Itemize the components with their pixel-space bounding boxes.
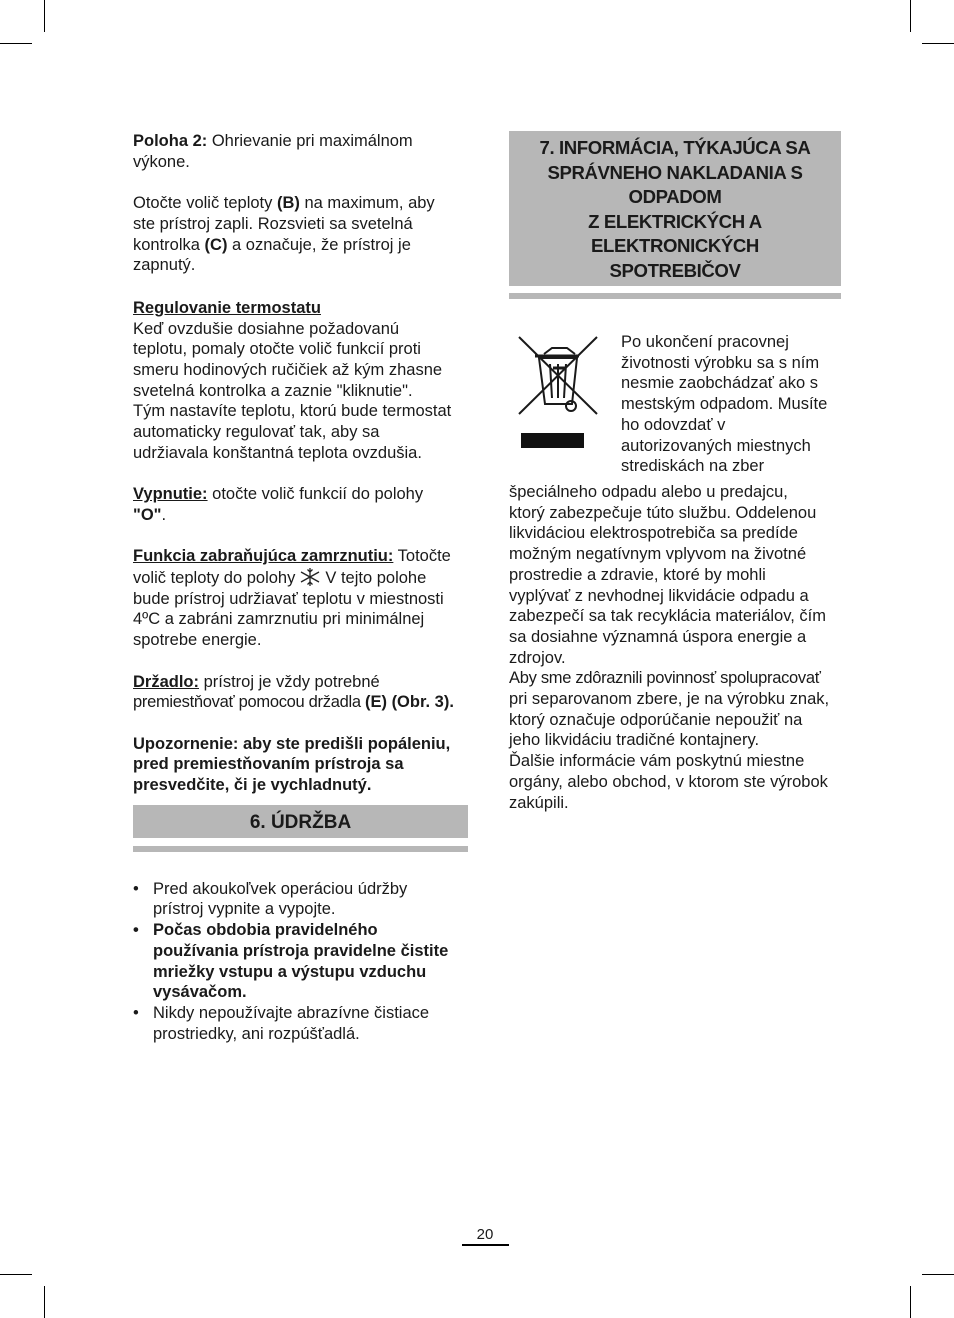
text: kontrolka bbox=[133, 235, 205, 254]
text: prístroj vypnite a vypojte. bbox=[153, 900, 336, 919]
crop-mark bbox=[922, 1274, 954, 1275]
page-number-rule bbox=[462, 1244, 509, 1246]
text: presvedčite, či je vychladnutý. bbox=[133, 776, 372, 795]
dial-paragraph bbox=[133, 193, 468, 276]
list-item bbox=[133, 879, 468, 920]
left-column bbox=[133, 131, 468, 1044]
text: mestským odpadom. Musíte bbox=[621, 395, 828, 414]
weee-figure bbox=[509, 332, 621, 482]
text: pred premiestňovaním prístroja sa bbox=[133, 755, 404, 774]
off-section bbox=[133, 484, 468, 525]
section-6-heading bbox=[133, 805, 468, 838]
snowflake-icon bbox=[299, 567, 321, 587]
text: nesmie zaobchádzať ako s bbox=[621, 374, 818, 393]
text: a označuje, že prístroj je bbox=[227, 235, 411, 254]
text: vysávačom. bbox=[153, 983, 247, 1002]
text: možným negatívnym vplyvom na životné bbox=[509, 545, 807, 564]
crop-mark bbox=[0, 43, 32, 44]
text: spotrebe energie. bbox=[133, 631, 262, 650]
crop-mark bbox=[44, 1286, 45, 1318]
text: Keď ovzdušie dosiahne požadovanú bbox=[133, 319, 400, 338]
page-number: 20 bbox=[476, 1226, 494, 1243]
text: svetelná kontrolka a zaznie "kliknutie". bbox=[133, 381, 413, 400]
text: likvidáciou elektrospotrebiča sa predíde bbox=[509, 524, 798, 543]
text: otočte volič funkcií do polohy bbox=[207, 485, 424, 504]
text: ktorý zabezpečuje túto službu. Oddelenou bbox=[509, 503, 817, 522]
text: Aby sme zdôraznili povinnosť spolupracovať bbox=[509, 669, 821, 688]
text: udržiavala konštantná teplota ovzdušia. bbox=[133, 443, 422, 462]
thermostat-heading: Regulovanie termostatu bbox=[133, 298, 321, 317]
ref-b: (B) bbox=[276, 194, 300, 213]
frost-section bbox=[133, 546, 468, 651]
text: životnosti výrobku sa s ním bbox=[621, 353, 820, 372]
frost-heading: Funkcia zabraňujúca zamrznutiu: bbox=[133, 547, 394, 566]
text: zdrojov. bbox=[509, 648, 566, 667]
list-item bbox=[133, 920, 468, 1003]
right-column bbox=[509, 131, 841, 813]
text: Pred akoukoľvek operáciou údržby bbox=[153, 879, 408, 898]
text: . bbox=[161, 505, 167, 524]
crop-mark bbox=[910, 1286, 911, 1318]
text: zapnutý. bbox=[133, 256, 196, 275]
section-title: SPRÁVNEHO NAKLADANIA S ODPADOM bbox=[547, 161, 803, 207]
section-7-heading bbox=[509, 131, 841, 286]
text: na maximum, aby bbox=[299, 194, 435, 213]
crop-mark bbox=[910, 0, 911, 32]
text: orgány, alebo obchod, v ktorom ste výrobok bbox=[509, 772, 828, 791]
text: mriežky vstupu a výstupu vzduchu bbox=[153, 962, 427, 981]
text: zakúpili. bbox=[509, 793, 569, 812]
text: jeho likvidáciu tradičné kontajnery. bbox=[509, 731, 760, 750]
mode-text: Ohrievanie pri maximálnom bbox=[207, 132, 413, 150]
handle-heading: Držadlo: bbox=[133, 672, 199, 691]
crop-mark bbox=[44, 0, 45, 32]
disposal-text bbox=[509, 332, 841, 813]
text: Tým nastavíte teplotu, ktorú bude termostat bbox=[133, 402, 452, 421]
text: prostredie a zdravie, ktoré by mohli bbox=[509, 565, 766, 584]
text: smeru hodinových ručičiek až kým zhasne bbox=[133, 361, 443, 380]
text: teplotu, pomaly otočte volič funkcií proti bbox=[133, 340, 421, 359]
text: Ďalšie informácie vám poskytnú miestne bbox=[509, 752, 805, 771]
mode-label: Poloha 2: bbox=[133, 132, 208, 150]
text: vyplývať z nevhodnej likvidácie odpadu a bbox=[509, 586, 809, 605]
text: špeciálneho odpadu alebo u predajcu, bbox=[509, 483, 788, 501]
text: sa dosiahne významná úspora energie a bbox=[509, 627, 807, 646]
text: strediskách na zber bbox=[621, 457, 765, 476]
text: V tejto polohe bbox=[325, 569, 427, 588]
text: Totočte bbox=[393, 547, 451, 566]
position-o: "O" bbox=[133, 505, 162, 524]
text: prostriedky, ani rozpúšťadlá. bbox=[153, 1024, 360, 1043]
handle-section bbox=[133, 672, 468, 713]
maintenance-list bbox=[133, 879, 468, 1045]
text: automaticky regulovať tak, aby sa bbox=[133, 423, 380, 442]
text: autorizovaných miestnych bbox=[621, 436, 811, 455]
crop-mark bbox=[0, 1274, 32, 1275]
text: volič teploty do polohy bbox=[133, 569, 296, 588]
text: 4ºC a zabráni zamrznutiu pri minimálnej bbox=[133, 610, 425, 629]
text: používania prístroja pravidelne čistite bbox=[153, 941, 449, 960]
text: prístroj je vždy potrebné bbox=[199, 672, 380, 691]
text: Otočte volič teploty bbox=[133, 194, 277, 213]
mode-text: výkone. bbox=[133, 152, 190, 171]
section-title: 6. ÚDRŽBA bbox=[249, 811, 352, 833]
disposal-intro bbox=[621, 332, 841, 477]
text: ste prístroj zapli. Rozsvieti sa svetelná bbox=[133, 214, 413, 233]
warning-section bbox=[133, 734, 468, 796]
text: ho odovzdať v bbox=[621, 415, 726, 434]
mode-paragraph bbox=[133, 131, 468, 172]
section-title: Z ELEKTRICKÝCH A ELEKTRONICKÝCH bbox=[588, 210, 762, 256]
list-item bbox=[133, 1003, 468, 1044]
text: Upozornenie: aby ste predišli popáleniu, bbox=[133, 734, 451, 753]
text: zabezpečí sa tak recyklácia materiálov, čím bbox=[509, 607, 826, 626]
ref-c: (C) bbox=[204, 235, 228, 254]
divider bbox=[509, 293, 841, 299]
text: Nikdy nepoužívajte abrazívne čistiace bbox=[153, 1003, 430, 1022]
off-heading: Vypnutie: bbox=[133, 485, 208, 504]
section-title: 7. INFORMÁCIA, TÝKAJÚCA SA bbox=[539, 137, 811, 158]
text: pri separovanom zbere, je na výrobku znak, bbox=[509, 690, 830, 709]
disposal-body bbox=[509, 482, 841, 813]
text: Počas obdobia pravidelného bbox=[153, 921, 378, 940]
text: premiestňovať pomocou držadla bbox=[133, 693, 365, 712]
ref-e: (E) (Obr. 3). bbox=[364, 693, 454, 712]
section-title: SPOTREBIČOV bbox=[609, 259, 741, 281]
text: Po ukončení pracovnej bbox=[621, 333, 789, 351]
text: ktorý označuje odporúčanie nepoužiť na bbox=[509, 710, 803, 729]
crop-mark bbox=[922, 43, 954, 44]
divider bbox=[133, 846, 468, 852]
thermostat-section bbox=[133, 298, 468, 464]
crossed-out-wheelie-bin-icon bbox=[509, 332, 609, 452]
text: bude prístroj udržiavať teplotu v miestnosti bbox=[133, 589, 444, 608]
